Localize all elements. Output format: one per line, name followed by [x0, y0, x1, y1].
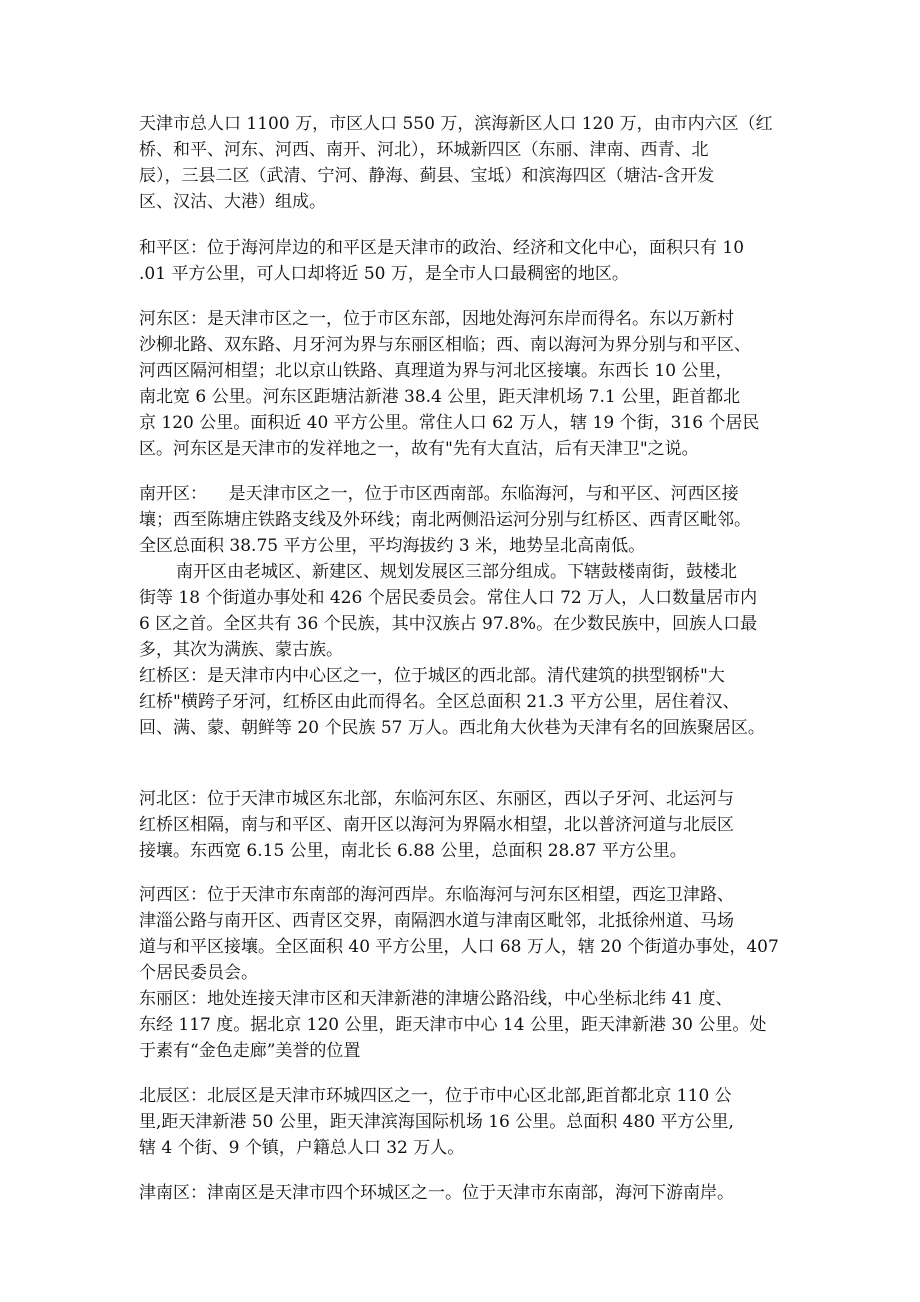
text-line: 津南区：津南区是天津市四个环城区之一。位于天津市东南部，海河下游南岸。: [139, 1183, 734, 1203]
text-line: 河东区：是天津市区之一，位于市区东部，因地处海河东岸而得名。东以万新村: [139, 309, 734, 329]
text-line: 6 区之首。全区共有 36 个民族，其中汉族占 97.8%。在少数民族中，回族人口最: [139, 614, 758, 634]
text-line: 街等 18 个街道办事处和 426 个居民委员会。常住人口 72 万人，人口数量居市内: [139, 588, 758, 608]
text-line: 南开区由老城区、新建区、规划发展区三部分组成。下辖鼓楼南街，鼓楼北: [176, 562, 737, 582]
text-line: 区、汉沽、大港）组成。: [139, 192, 326, 212]
text-line: 红桥"横跨子牙河，红桥区由此而得名。全区总面积 21.3 平方公里，居住着汉、: [139, 692, 740, 712]
text-line: 东经 117 度。据北京 120 公里，距天津市中心 14 公里，距天津新港 30 公里。处: [139, 1015, 767, 1035]
text-line: 壤；西至陈塘庄铁路支线及外环线；南北两侧沿运河分别与红桥区、西青区毗邻。: [139, 510, 751, 530]
text-line: 河北区：位于天津市城区东北部，东临河东区、东丽区，西以子牙河、北运河与: [139, 789, 734, 809]
text-line: 河西区：位于天津市东南部的海河西岸。东临海河与河东区相望，西迄卫津路、: [139, 885, 734, 905]
text-line: 桥、和平、河东、河西、南开、河北），环城新四区（东丽、津南、西青、北: [139, 140, 709, 160]
text-line: 辰），三县二区（武清、宁河、静海、蓟县、宝坻）和滨海四区（塘沽-含开发: [139, 166, 715, 186]
text-line: 红桥区：是天津市内中心区之一，位于城区的西北部。清代建筑的拱型钢桥"大: [139, 666, 725, 686]
text-line: 红桥区相隔，南与和平区、南开区以海河为界隔水相望，北以普济河道与北辰区: [139, 815, 734, 835]
text-line: 个居民委员会。: [139, 963, 258, 983]
text-line: 沙柳北路、双东路、月牙河为界与东丽区相临；西、南以海河为界分别与和平区、: [139, 335, 751, 355]
text-line: 道与和平区接壤。全区面积 40 平方公里，人口 68 万人，辖 20 个街道办事处，407: [139, 937, 779, 957]
text-line: 河西区隔河相望；北以京山铁路、真理道为界与河北区接壤。东西长 10 公里，: [139, 361, 733, 381]
text-line: 全区总面积 38.75 平方公里，平均海拔约 3 米，地势呈北高南低。: [139, 536, 646, 556]
text-line: 多，其次为满族、蒙古族。: [139, 640, 343, 660]
text-line: 区。河东区是天津市的发祥地之一，故有"先有大直沽，后有天津卫"之说。: [139, 439, 699, 459]
text-line: 东丽区：地处连接天津市区和天津新港的津塘公路沿线，中心坐标北纬 41 度、: [139, 989, 733, 1009]
text-line: 接壤。东西宽 6.15 公里，南北长 6.88 公里，总面积 28.87 平方公里。: [139, 841, 687, 861]
text-line: 回、满、蒙、朝鲜等 20 个民族 57 万人。西北角大伙巷为天津有名的回族聚居区。: [139, 718, 765, 738]
text-line: 和平区：位于海河岸边的和平区是天津市的政治、经济和文化中心，面积只有 10: [139, 238, 745, 258]
text-line: 北辰区：北辰区是天津市环城四区之一，位于市中心区北部,距首都北京 110 公: [139, 1086, 732, 1106]
text-line: 南开区： 是天津市区之一，位于市区西南部。东临海河，与和平区、河西区接: [139, 484, 739, 504]
text-line: 津淄公路与南开区、西青区交界，南隔泗水道与津南区毗邻，北抵徐州道、马场: [139, 911, 734, 931]
text-line: .01 平方公里，可人口却将近 50 万，是全市人口最稠密的地区。: [139, 264, 629, 284]
text-line: 南北宽 6 公里。河东区距塘沽新港 38.4 公里，距天津机场 7.1 公里，距首都北: [139, 387, 741, 407]
text-line: 里,距天津新港 50 公里，距天津滨海国际机场 16 公里。总面积 480 平方公里,: [139, 1112, 734, 1132]
text-line: 京 120 公里。面积近 40 平方公里。常住人口 62 万人，辖 19 个街，316 个居民: [139, 413, 760, 433]
text-line: 辖 4 个街、9 个镇，户籍总人口 32 万人。: [139, 1138, 465, 1158]
text-line: 天津市总人口 1100 万，市区人口 550 万，滨海新区人口 120 万，由市内六区（红: [139, 114, 773, 134]
text-line: 于素有“金色走廊”美誉的位置: [139, 1041, 361, 1061]
